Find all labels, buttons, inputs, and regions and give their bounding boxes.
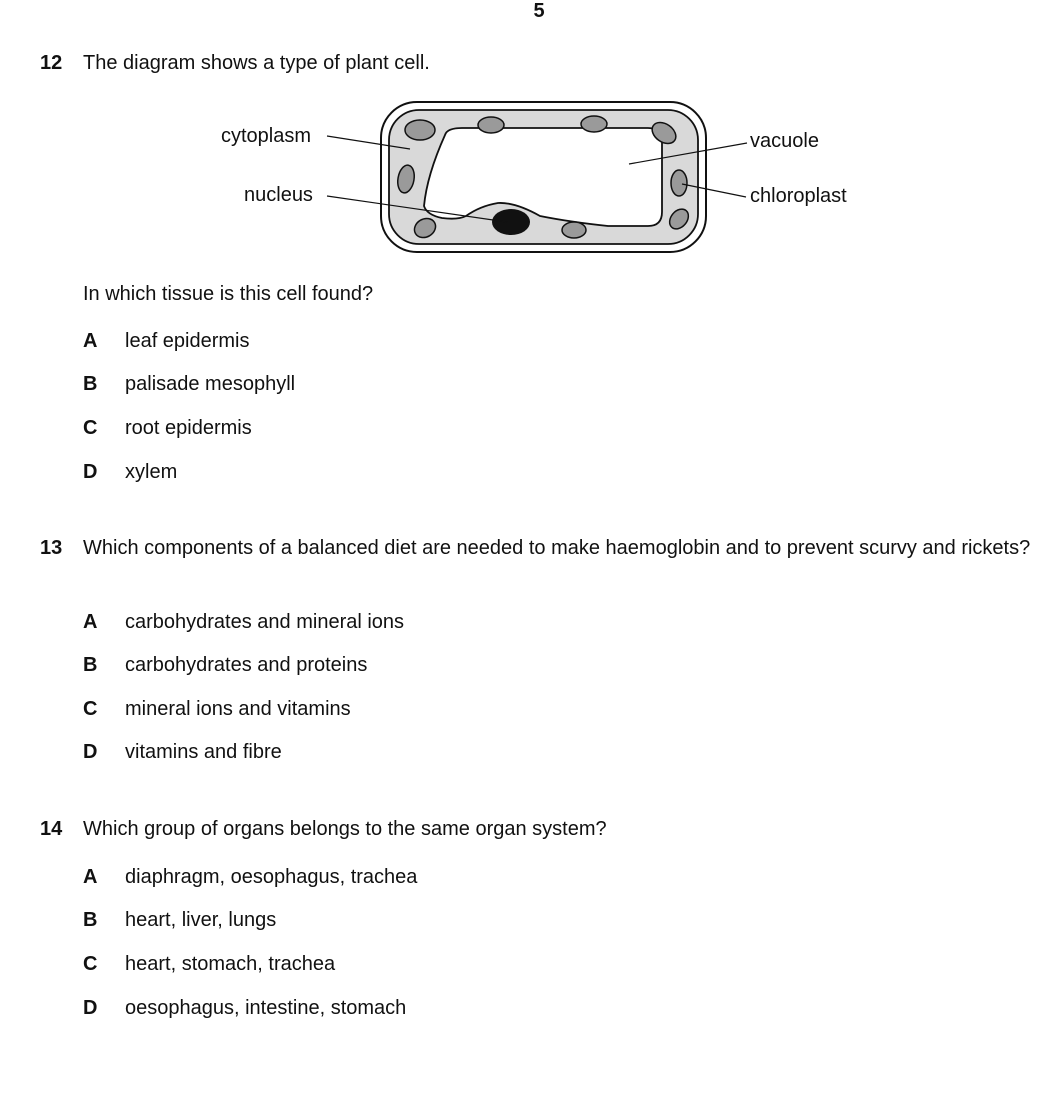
- answer-option[interactable]: vitamins and fibre: [125, 741, 282, 763]
- answer-option[interactable]: leaf epidermis: [125, 330, 250, 352]
- option-letter: C: [83, 417, 98, 439]
- answer-option[interactable]: heart, liver, lungs: [125, 909, 277, 931]
- question-number-12: 12: [40, 52, 63, 74]
- option-letter: B: [83, 373, 98, 395]
- question-text-12: The diagram shows a type of plant cell.: [83, 52, 430, 74]
- answer-option[interactable]: palisade mesophyll: [125, 373, 296, 395]
- option-letter: A: [83, 330, 98, 352]
- page-number: 5: [533, 0, 545, 22]
- question-prompt-12: In which tissue is this cell found?: [83, 283, 374, 305]
- option-letter: D: [83, 741, 98, 763]
- question-text-14: Which group of organs belongs to the same organ system?: [83, 818, 607, 840]
- label-cytoplasm: cytoplasm: [221, 125, 312, 147]
- question-text-13: Which components of a balanced diet are needed to make haemoglobin and to prevent scurvy and rickets?: [83, 537, 1031, 559]
- answer-option[interactable]: carbohydrates and proteins: [125, 654, 368, 676]
- label-nucleus: nucleus: [244, 184, 313, 206]
- answer-option[interactable]: heart, stomach, trachea: [125, 953, 336, 975]
- option-letter: B: [83, 909, 98, 931]
- option-letter: A: [83, 866, 98, 888]
- label-chloroplast: chloroplast: [750, 185, 847, 207]
- option-letter: A: [83, 611, 98, 633]
- answer-option[interactable]: diaphragm, oesophagus, trachea: [125, 866, 418, 888]
- question-number-13: 13: [40, 537, 63, 559]
- label-vacuole: vacuole: [750, 130, 819, 152]
- answer-option[interactable]: mineral ions and vitamins: [125, 698, 351, 720]
- option-letter: C: [83, 953, 98, 975]
- chloroplast: [581, 116, 607, 132]
- option-letter: C: [83, 698, 98, 720]
- nucleus-shape: [492, 209, 530, 235]
- vacuole-shape: [424, 128, 662, 226]
- answer-option[interactable]: root epidermis: [125, 417, 252, 439]
- option-letter: D: [83, 997, 98, 1019]
- answer-option[interactable]: xylem: [125, 461, 178, 483]
- chloroplast: [478, 117, 504, 133]
- question-number-14: 14: [40, 818, 63, 840]
- answer-option[interactable]: carbohydrates and mineral ions: [125, 611, 405, 633]
- chloroplast: [562, 222, 586, 238]
- chloroplast: [671, 170, 687, 196]
- answer-option[interactable]: oesophagus, intestine, stomach: [125, 997, 407, 1019]
- plant-cell-diagram: [0, 0, 1051, 300]
- option-letter: B: [83, 654, 98, 676]
- chloroplast: [405, 120, 435, 140]
- option-letter: D: [83, 461, 98, 483]
